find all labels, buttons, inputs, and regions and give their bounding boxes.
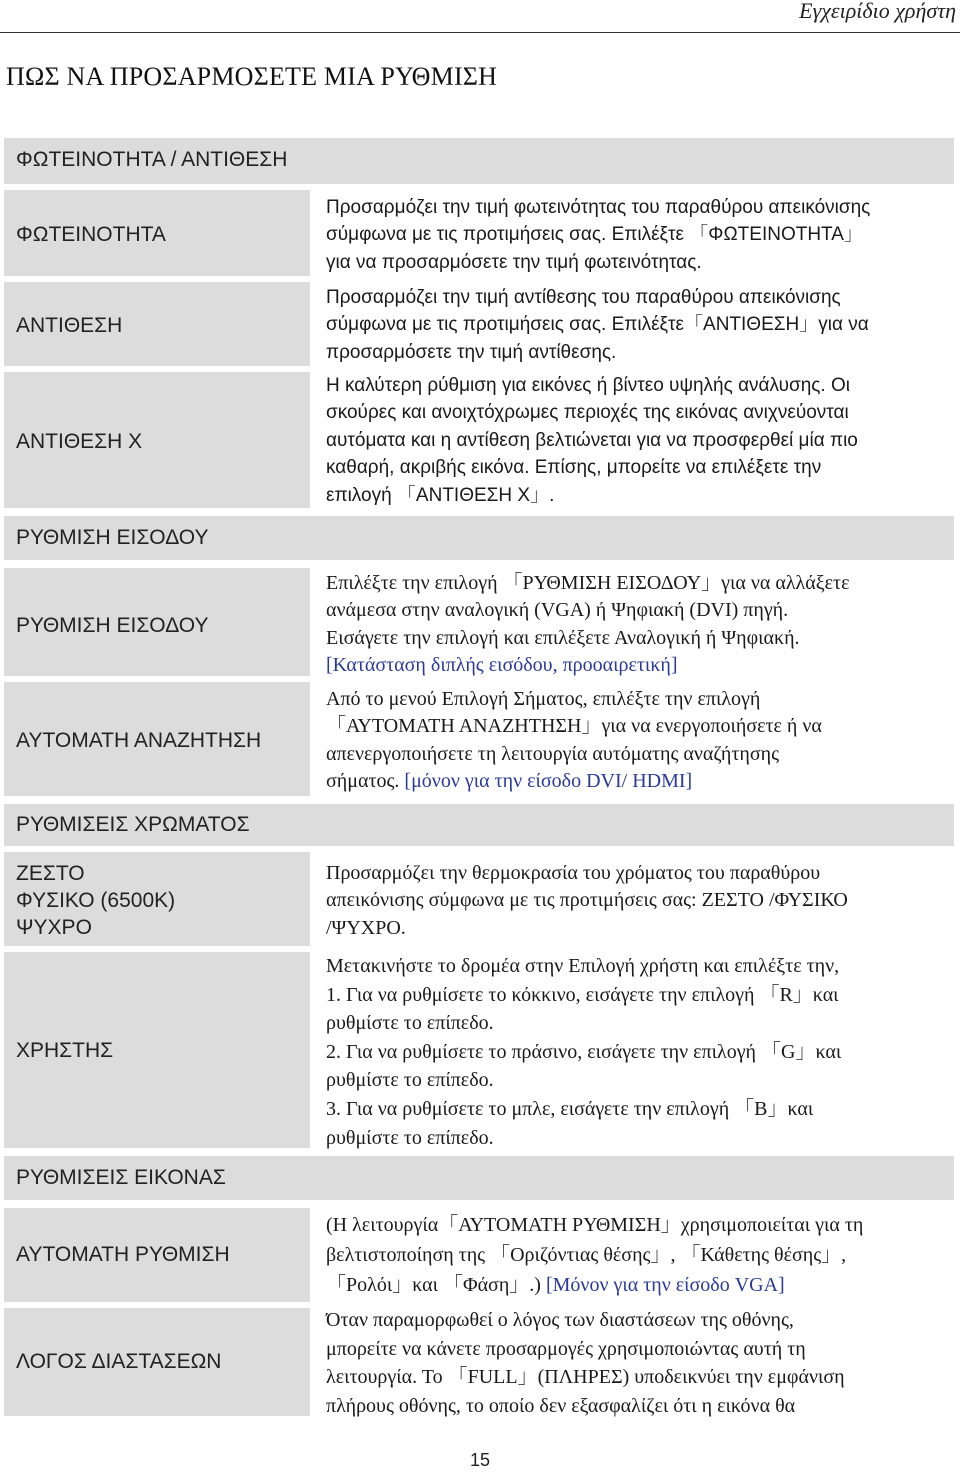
- setting-label-color-temperature: ΖΕΣΤΟ ΦΥΣΙΚΟ (6500K) ΨΥΧΡΟ: [16, 862, 176, 939]
- header-divider: [0, 32, 960, 33]
- manual-header-title: Εγχειρίδιο χρήστη: [799, 0, 956, 23]
- setting-label-contrast-x: ΑΝΤΙΘΕΣΗ Χ: [16, 430, 143, 453]
- setting-description-auto-adjust: [326, 1210, 952, 1300]
- section-title-color: ΡΥΘΜΙΣΕΙΣ ΧΡΩΜΑΤΟΣ: [16, 813, 250, 836]
- section-title-input: ΡΥΘΜΙΣΗ ΕΙΣΟΔΟΥ: [16, 526, 209, 549]
- description-text: Από το μενού Επιλογή Σήματος, επιλέξτε την επιλογή 「ΑΥΤΟΜΑΤΗ ΑΝΑΖΗΤΗΣΗ」για να ενεργοποιήσετε ή να απενεργοποιήσετε τη λειτουργία αυτόματης αναζήτησης σήματος.: [326, 688, 822, 793]
- setting-label-auto-adjust: ΑΥΤΟΜΑΤΗ ΡΥΘΜΙΣΗ: [16, 1243, 230, 1266]
- section-title-brightness-contrast: ΦΩΤΕΙΝΟΤΗΤΑ / ΑΝΤΙΘΕΣΗ: [16, 148, 288, 171]
- availability-note: [Μόνον για την είσοδο VGA]: [545, 1274, 785, 1296]
- setting-label-user: ΧΡΗΣΤΗΣ: [16, 1039, 114, 1062]
- availability-note: [μόνον για την είσοδο DVI/ HDMI]: [404, 770, 693, 793]
- setting-description-auto-search: [326, 686, 952, 796]
- optional-note: [Κατάσταση διπλής εισόδου, προοαιρετική]: [326, 654, 678, 677]
- setting-label-aspect-ratio: ΛΟΓΟΣ ΔΙΑΣΤΑΣΕΩΝ: [16, 1350, 222, 1373]
- setting-label-contrast: ΑΝΤΙΘΕΣΗ: [16, 314, 123, 337]
- setting-description-aspect-ratio: Όταν παραμορφωθεί ο λόγος των διαστάσεων της οθόνης, μπορείτε να κάνετε προσαρμογές χρησιμοποιώντας αυτή τη λειτουργία. Το 「FULL」(ΠΛΗΡΕΣ) υποδεικνύει την εμφάνιση πλήρους οθόνης, το οποίο δεν εξασφαλίζει ότι η εικόνα θα: [326, 1309, 845, 1417]
- setting-label-auto-search: ΑΥΤΟΜΑΤΗ ΑΝΑΖΗΤΗΣΗ: [16, 729, 262, 752]
- setting-description-color-temperature: Προσαρμόζει την θερμοκρασία του χρόματος του παραθύρου απεικόνισης σύμφωνα με τις προτιμήσεις σας: ΖΕΣΤΟ /ΦΥΣΙΚΟ /ΨΥΧΡΟ.: [326, 862, 848, 939]
- setting-label-brightness: ΦΩΤΕΙΝΟΤΗΤΑ: [16, 223, 166, 246]
- description-text: Επιλέξτε την επιλογή 「ΡΥΘΜΙΣΗ ΕΙΣΟΔΟΥ」για να αλλάξετε ανάμεσα στην αναλογική (VGA) ή Ψηφιακή (DVI) πηγή. Εισάγετε την επιλογή και επιλέξετε Αναλογική ή Ψηφιακή.: [326, 572, 850, 649]
- setting-label-input-setting: ΡΥΘΜΙΣΗ ΕΙΣΟΔΟΥ: [16, 614, 209, 637]
- page-number: 15: [470, 1450, 491, 1470]
- setting-description-user: Μετακινήστε το δρομέα στην Επιλογή χρήστη και επιλέξτε την, 1. Για να ρυθμίσετε το κόκκινο, εισάγετε την επιλογή 「R」και ρυθμίστε το επίπεδο. 2. Για να ρυθμίσετε το πράσινο, εισάγετε την επιλογή 「G」και ρυθμίστε το επίπεδο. 3. Για να ρυθμίσετε το μπλε, εισάγετε την επιλογή 「B」και ρυθμίστε το επίπεδο.: [326, 955, 842, 1149]
- description-text: (Η λειτουργία「ΑΥΤΟΜΑΤΗ ΡΥΘΜΙΣΗ」χρησιμοποιείται για τη βελτιστοποίηση της 「Οριζόντιας θέσης」, 「Κάθετης θέσης」, 「Ρολόι」και 「Φάση」.): [326, 1214, 864, 1296]
- page-title: ΠΩΣ ΝΑ ΠΡΟΣΑΡΜΟΣΕΤΕ ΜΙΑ ΡΥΘΜΙΣΗ: [6, 62, 498, 91]
- section-title-image: ΡΥΘΜΙΣΕΙΣ ΕΙΚΟΝΑΣ: [16, 1166, 226, 1189]
- setting-description-brightness: Προσαρμόζει την τιμή φωτεινότητας του παραθύρου απεικόνισης σύμφωνα με τις προτιμήσεις σας. Επιλέξτε 「ΦΩΤΕΙΝΟΤΗΤΑ」 για να προσαρμόσετε την τιμή φωτεινότητας.: [326, 197, 871, 273]
- setting-description-contrast-x: Η καλύτερη ρύθμιση για εικόνες ή βίντεο υψηλής ανάλυσης. Οι σκούρες και ανοιχτόχρωμες περιοχές της εικόνας ανιχνεύονται αυτόματα και η αντίθεση βελτιώνεται για να προσφερθεί μία πιο καθαρή, ακριβής εικόνα. Επίσης, μπορείτε να επιλέξετε την επιλογή 「ΑΝΤΙΘΕΣΗ Χ」.: [326, 375, 858, 506]
- setting-description-input-setting: [326, 570, 952, 680]
- setting-description-contrast: Προσαρμόζει την τιμή αντίθεσης του παραθύρου απεικόνισης σύμφωνα με τις προτιμήσεις σας. Επιλέξτε「ΑΝΤΙΘΕΣΗ」για να προσαρμόσετε την τιμή αντίθεσης.: [326, 287, 869, 363]
